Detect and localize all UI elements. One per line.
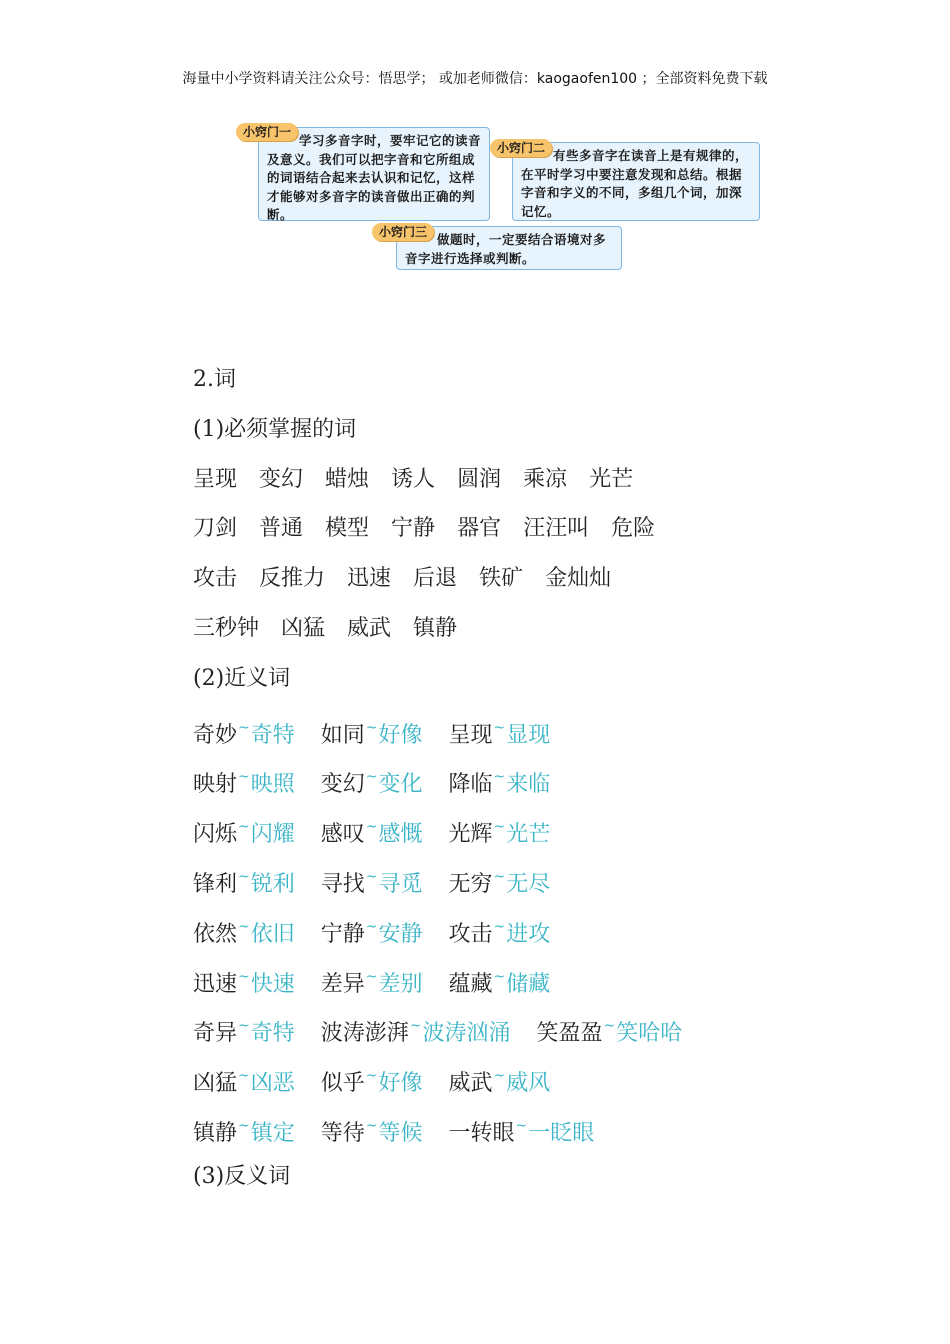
synonym-word: 锋利 xyxy=(193,871,238,897)
synonym-word: 镇静 xyxy=(193,1120,238,1146)
word-item: 反推力 xyxy=(259,566,326,592)
word-item: 宁静 xyxy=(391,516,436,542)
tilde-mark: ~ xyxy=(238,819,250,836)
synonym-pair xyxy=(193,704,295,761)
synonym-pair xyxy=(449,803,551,860)
tip-tag-1: 小窍门一 xyxy=(236,123,298,141)
synonym-match: 映照 xyxy=(250,772,295,798)
antonyms-title: (3)反义词 xyxy=(193,1163,291,1189)
synonym-pair xyxy=(193,1002,295,1059)
word-item: 乘凉 xyxy=(523,466,568,492)
synonym-match: 好像 xyxy=(378,722,423,748)
synonym-row xyxy=(193,853,893,903)
synonym-match: 安静 xyxy=(378,921,423,947)
synonym-match: 好像 xyxy=(378,1071,423,1097)
synonyms-title: (2)近义词 xyxy=(193,665,291,691)
tilde-mark: ~ xyxy=(603,1018,616,1035)
word-item: 威武 xyxy=(347,615,392,641)
synonym-word: 依然 xyxy=(193,921,238,947)
section-title: 2.词 xyxy=(193,367,236,392)
tilde-mark: ~ xyxy=(493,1068,506,1085)
synonym-match: 威风 xyxy=(506,1071,551,1097)
synonym-match: 凶恶 xyxy=(250,1071,295,1097)
synonym-pair xyxy=(449,1052,551,1109)
synonym-word: 等待 xyxy=(320,1120,365,1146)
synonym-match: 无尽 xyxy=(506,871,551,897)
synonym-word: 奇妙 xyxy=(193,722,238,748)
word-item: 诱人 xyxy=(391,466,436,492)
word-item: 模型 xyxy=(325,516,370,542)
synonym-word: 呈现 xyxy=(448,722,493,748)
synonym-word: 奇异 xyxy=(193,1021,238,1047)
synonym-row xyxy=(193,704,893,754)
synonym-match: 笑哈哈 xyxy=(616,1021,683,1047)
synonym-row xyxy=(193,803,893,853)
synonym-match: 一眨眼 xyxy=(528,1120,595,1146)
synonym-match: 等候 xyxy=(378,1120,423,1146)
synonym-pair xyxy=(321,704,423,761)
synonym-pair xyxy=(449,1102,595,1159)
synonym-pair xyxy=(449,704,551,761)
synonym-word: 波涛澎湃 xyxy=(320,1021,409,1047)
synonym-match: 进攻 xyxy=(506,921,551,947)
synonym-match: 镇定 xyxy=(250,1120,295,1146)
tilde-mark: ~ xyxy=(365,819,378,836)
tilde-mark: ~ xyxy=(365,1068,378,1085)
tilde-mark: ~ xyxy=(365,769,378,786)
tilde-mark: ~ xyxy=(238,868,250,885)
word-item: 汪汪叫 xyxy=(523,516,590,542)
tilde-mark: ~ xyxy=(238,968,250,985)
synonym-pair xyxy=(449,753,551,810)
tilde-mark: ~ xyxy=(238,719,250,736)
tilde-mark: ~ xyxy=(515,1117,528,1134)
synonym-match: 波涛汹涌 xyxy=(422,1021,511,1047)
synonym-row xyxy=(193,1102,893,1152)
synonym-word: 寻找 xyxy=(320,871,365,897)
synonym-word: 似乎 xyxy=(320,1071,365,1097)
tilde-mark: ~ xyxy=(238,1117,250,1134)
tilde-mark: ~ xyxy=(365,719,378,736)
word-item: 三秒钟 xyxy=(193,615,260,641)
word-item: 危险 xyxy=(611,516,656,542)
word-item: 光芒 xyxy=(589,466,634,492)
synonym-pair xyxy=(193,1052,295,1109)
synonyms-list xyxy=(193,704,893,1152)
synonym-pair xyxy=(321,853,423,910)
word-item: 呈现 xyxy=(193,466,238,492)
word-item: 器官 xyxy=(457,516,502,542)
synonym-pair xyxy=(449,903,551,960)
tip-text-2: 有些多音字在读音上是有规律的，在平时学习中要注意发现和总结。根据字音和字义的不同，多组几个词，加深记忆。 xyxy=(521,148,749,219)
tilde-mark: ~ xyxy=(238,769,250,786)
synonym-row xyxy=(193,1052,893,1102)
synonym-pair xyxy=(321,1102,423,1159)
synonym-pair xyxy=(321,953,423,1010)
synonym-row xyxy=(193,1002,893,1052)
tilde-mark: ~ xyxy=(493,769,506,786)
synonym-pair xyxy=(193,753,295,810)
synonym-word: 变幻 xyxy=(320,772,365,798)
tilde-mark: ~ xyxy=(493,819,506,836)
synonym-pair xyxy=(193,953,295,1010)
synonym-word: 差异 xyxy=(320,971,365,997)
synonym-match: 感慨 xyxy=(378,822,423,848)
synonym-word: 蕴藏 xyxy=(448,971,493,997)
synonym-word: 一转眼 xyxy=(448,1120,515,1146)
synonym-pair xyxy=(321,903,423,960)
must-words-title: (1)必须掌握的词 xyxy=(193,416,357,442)
synonym-pair xyxy=(193,853,295,910)
word-row xyxy=(193,604,893,654)
synonym-word: 无穷 xyxy=(448,871,493,897)
tip-tag-3: 小窍门三 xyxy=(372,223,434,241)
word-item: 普通 xyxy=(259,516,304,542)
synonym-pair xyxy=(321,1052,423,1109)
tip-box-1 xyxy=(258,127,490,221)
synonym-pair xyxy=(321,1002,511,1059)
tilde-mark: ~ xyxy=(365,1117,378,1134)
word-item: 圆润 xyxy=(457,466,502,492)
synonym-match: 变化 xyxy=(378,772,423,798)
synonym-match: 奇特 xyxy=(250,1021,295,1047)
word-item: 变幻 xyxy=(259,466,304,492)
synonym-match: 闪耀 xyxy=(250,822,295,848)
synonym-match: 光芒 xyxy=(506,822,551,848)
synonym-word: 宁静 xyxy=(320,921,365,947)
synonym-word: 映射 xyxy=(193,772,238,798)
synonym-match: 依旧 xyxy=(250,921,295,947)
synonym-match: 显现 xyxy=(506,722,551,748)
word-item: 铁矿 xyxy=(479,566,524,592)
word-item: 迅速 xyxy=(347,566,392,592)
document-body xyxy=(193,355,893,1202)
synonym-pair xyxy=(193,803,295,860)
synonym-match: 锐利 xyxy=(250,871,295,897)
synonym-row xyxy=(193,903,893,953)
word-row xyxy=(193,455,893,505)
word-item: 蜡烛 xyxy=(325,466,370,492)
synonym-word: 凶猛 xyxy=(193,1071,238,1097)
word-item: 刀剑 xyxy=(193,516,238,542)
synonym-word: 笑盈盈 xyxy=(536,1021,603,1047)
synonym-word: 威武 xyxy=(448,1071,493,1097)
synonym-pair xyxy=(449,953,551,1010)
synonym-pair xyxy=(449,853,551,910)
word-item: 攻击 xyxy=(193,566,238,592)
synonym-match: 差别 xyxy=(378,971,423,997)
synonym-word: 光辉 xyxy=(448,822,493,848)
word-item: 金灿灿 xyxy=(545,566,612,592)
word-row xyxy=(193,554,893,604)
synonym-pair xyxy=(193,1102,295,1159)
synonym-pair xyxy=(537,1002,683,1059)
tilde-mark: ~ xyxy=(493,868,506,885)
synonym-match: 来临 xyxy=(506,772,551,798)
synonym-word: 闪烁 xyxy=(193,822,238,848)
tilde-mark: ~ xyxy=(409,1018,422,1035)
synonym-pair xyxy=(193,903,295,960)
synonym-pair xyxy=(321,803,423,860)
tilde-mark: ~ xyxy=(238,1068,250,1085)
synonym-match: 奇特 xyxy=(250,722,295,748)
tilde-mark: ~ xyxy=(238,1018,250,1035)
word-item: 凶猛 xyxy=(281,615,326,641)
tip-text-3: 做题时，一定要结合语境对多音字进行选择或判断。 xyxy=(405,232,607,266)
tilde-mark: ~ xyxy=(238,918,250,935)
page-header: 海量中小学资料请关注公众号：悟思学； 或加老师微信：kaogaofen100 ；全部资料免费下载 xyxy=(182,71,768,87)
tilde-mark: ~ xyxy=(493,968,506,985)
synonym-word: 感叹 xyxy=(320,822,365,848)
word-row xyxy=(193,504,893,554)
synonym-word: 攻击 xyxy=(448,921,493,947)
tip-tag-2: 小窍门二 xyxy=(490,139,552,157)
tip-text-1: 学习多音字时，要牢记它的读音及意义。我们可以把字音和它所组成的词语结合起来去认识和记忆，这样才能够对多音字的读音做出正确的判断。 xyxy=(267,133,482,222)
tilde-mark: ~ xyxy=(365,918,378,935)
synonym-match: 储藏 xyxy=(506,971,551,997)
synonym-row xyxy=(193,953,893,1003)
word-item: 镇静 xyxy=(413,615,458,641)
synonym-match: 快速 xyxy=(250,971,295,997)
must-words-list xyxy=(193,455,893,654)
synonym-word: 降临 xyxy=(448,772,493,798)
synonym-word: 如同 xyxy=(320,722,365,748)
tilde-mark: ~ xyxy=(365,868,378,885)
tilde-mark: ~ xyxy=(493,719,506,736)
synonym-word: 迅速 xyxy=(193,971,238,997)
tilde-mark: ~ xyxy=(493,918,506,935)
tilde-mark: ~ xyxy=(365,968,378,985)
word-item: 后退 xyxy=(413,566,458,592)
synonym-pair xyxy=(321,753,423,810)
synonym-row xyxy=(193,753,893,803)
synonym-match: 寻觅 xyxy=(378,871,423,897)
